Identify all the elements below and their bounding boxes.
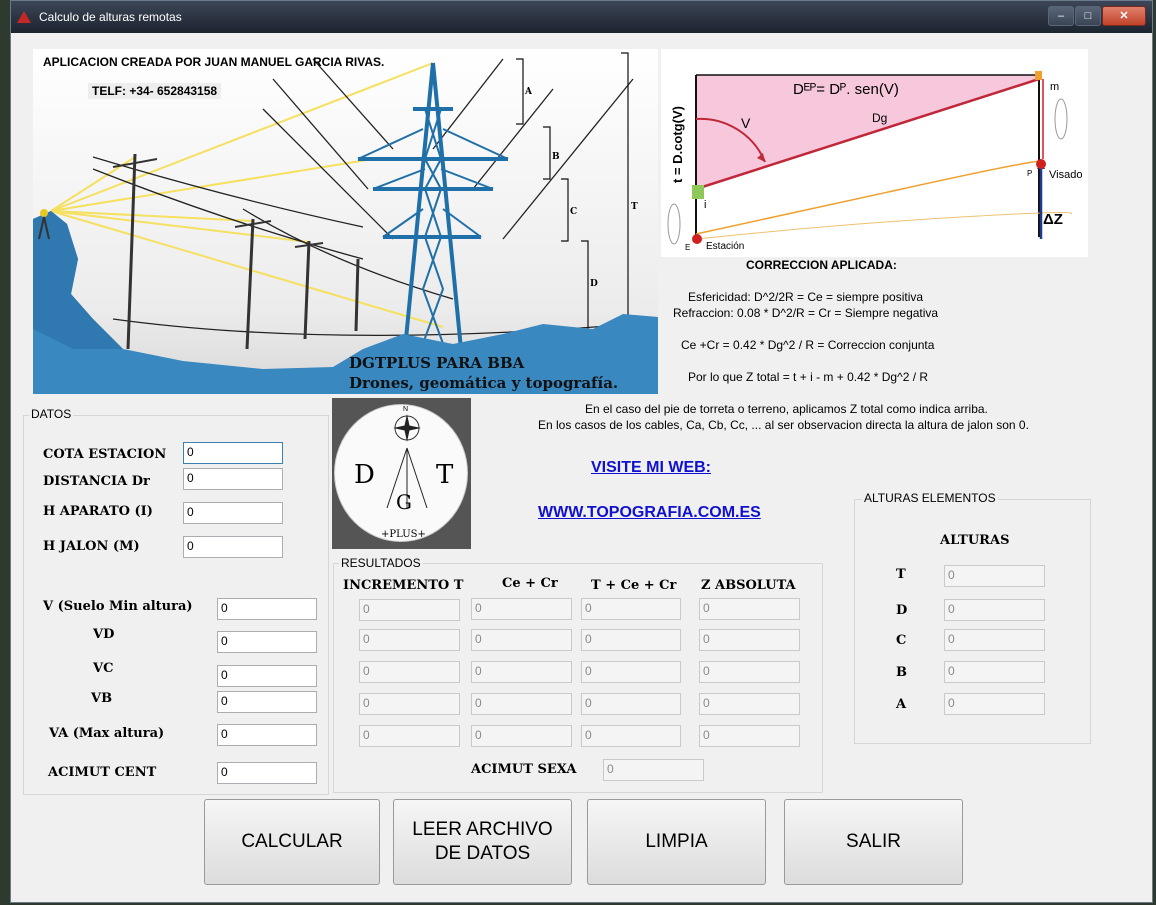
title-bar — [11, 1, 1152, 33]
diagram-dz-label: ΔZ — [1043, 211, 1063, 228]
leer-archivo-label-1: LEER ARCHIVO — [412, 819, 553, 840]
datos-title: DATOS — [31, 407, 72, 421]
correction-line-1: Esfericidad: D^2/2R = Ce = siempre positiva — [688, 290, 924, 304]
altura-c-output[interactable]: 0 — [944, 629, 1045, 651]
logo-letter-t: T — [436, 460, 454, 490]
va-input[interactable]: 0 — [217, 724, 317, 746]
cota-estacion-label: COTA ESTACION — [43, 447, 167, 462]
correction-title: CORRECCION APLICADA: — [746, 258, 897, 272]
header-incremento-t: INCREMENTO T — [343, 578, 464, 593]
h-jalon-input[interactable]: 0 — [183, 536, 283, 558]
altura-b-output[interactable]: 0 — [944, 661, 1045, 683]
result-cell[interactable]: 0 — [699, 598, 800, 620]
result-cell[interactable]: 0 — [471, 693, 572, 715]
correction-note-2: En los casos de los cables, Ca, Cb, Cc, ... al ser observacion directa la altura de jalon son 0. — [538, 418, 1029, 432]
logo-letter-d: D — [354, 460, 375, 490]
v-suelo-label: V (Suelo Min altura) — [43, 599, 193, 614]
result-cell[interactable]: 0 — [471, 725, 572, 747]
vb-input[interactable]: 0 — [217, 691, 317, 713]
company-logo — [332, 398, 471, 549]
diagram-axis-label: t = D.cotg(V) — [669, 106, 685, 183]
alturas-title: ALTURAS ELEMENTOS — [864, 491, 996, 505]
client-area — [11, 33, 1152, 902]
result-cell[interactable]: 0 — [359, 599, 460, 621]
result-cell[interactable]: 0 — [699, 661, 800, 683]
mark-d: D — [590, 279, 598, 289]
logo-north: N — [403, 406, 409, 413]
diagram-e-label: E — [685, 243, 691, 252]
result-cell[interactable]: 0 — [471, 629, 572, 651]
diagram-i-label: i — [704, 199, 707, 211]
v-suelo-input[interactable]: 0 — [217, 598, 317, 620]
brand-title: DGTPLUS PARA BBA — [349, 354, 525, 372]
diagram-station-label: Estación — [706, 241, 745, 252]
app-icon — [17, 11, 31, 23]
calcular-button[interactable] — [204, 799, 380, 885]
altura-b-label: B — [896, 665, 907, 680]
acimut-cent-label: ACIMUT CENT — [48, 765, 157, 780]
result-cell[interactable]: 0 — [699, 629, 800, 651]
minimize-button[interactable]: – — [1048, 6, 1074, 26]
logo-letter-g: G — [396, 490, 412, 514]
app-window — [10, 0, 1153, 903]
mark-t: T — [631, 202, 638, 212]
result-cell[interactable]: 0 — [359, 725, 460, 747]
correction-line-3: Ce +Cr = 0.42 * Dg^2 / R = Correccion conjunta — [681, 338, 935, 352]
correction-note-1: En el caso del pie de torreta o terreno, aplicamos Z total como indica arriba. — [585, 402, 988, 416]
maximize-button[interactable]: □ — [1075, 6, 1101, 26]
diagram-m-label: m — [1050, 81, 1060, 93]
distancia-input[interactable]: 0 — [183, 468, 283, 490]
vb-label: VB — [91, 691, 113, 706]
altura-a-output[interactable]: 0 — [944, 693, 1045, 715]
vd-label: VD — [93, 627, 115, 642]
brand-subtitle: Drones, geomática y topografía. — [349, 374, 619, 392]
altura-t-label: T — [896, 567, 906, 582]
limpia-button[interactable] — [587, 799, 766, 885]
diagram-visado-label: Visado — [1049, 169, 1083, 181]
result-cell[interactable]: 0 — [471, 598, 572, 620]
visit-web-link[interactable]: VISITE MI WEB: — [591, 459, 711, 476]
h-jalon-label: H JALON (M) — [43, 539, 140, 554]
result-cell[interactable]: 0 — [581, 598, 681, 620]
close-button[interactable]: ✕ — [1102, 6, 1146, 26]
salir-label: SALIR — [846, 831, 901, 852]
website-url-link[interactable]: WWW.TOPOGRAFIA.COM.ES — [538, 504, 761, 521]
logo-plus: +PLUS+ — [381, 529, 426, 540]
illustration-graphic — [33, 49, 658, 394]
result-cell[interactable]: 0 — [581, 629, 681, 651]
diagram-distance-label: Dg — [872, 111, 888, 125]
result-cell[interactable]: 0 — [359, 661, 460, 683]
result-cell[interactable]: 0 — [581, 661, 681, 683]
acimut-sexa-output[interactable]: 0 — [603, 759, 704, 781]
distancia-label: DISTANCIA Dr — [43, 474, 150, 489]
vd-input[interactable]: 0 — [217, 631, 317, 653]
result-cell[interactable]: 0 — [359, 629, 460, 651]
result-cell[interactable]: 0 — [581, 725, 681, 747]
result-cell[interactable]: 0 — [359, 693, 460, 715]
salir-button[interactable] — [784, 799, 963, 885]
window-title: Calculo de alturas remotas — [39, 10, 182, 24]
mark-a: A — [525, 87, 532, 97]
resultados-title: RESULTADOS — [341, 556, 421, 570]
mark-c: C — [570, 207, 578, 217]
phone-number: TELF: +34- 652843158 — [88, 83, 221, 99]
result-cell[interactable]: 0 — [471, 661, 572, 683]
acimut-cent-input[interactable]: 0 — [217, 762, 317, 784]
altura-a-label: A — [896, 697, 907, 712]
altura-t-output[interactable]: 0 — [944, 565, 1045, 587]
leer-archivo-button[interactable] — [393, 799, 572, 885]
author-credit: APLICACION CREADA POR JUAN MANUEL GARCIA RIVAS. — [43, 55, 385, 69]
geometry-diagram — [661, 49, 1088, 257]
limpia-label: LIMPIA — [645, 831, 708, 852]
calcular-label: CALCULAR — [241, 831, 343, 852]
acimut-sexa-label: ACIMUT SEXA — [471, 762, 577, 777]
diagram-p-label: P — [1027, 169, 1033, 178]
diagram-angle-label: V — [741, 115, 751, 131]
power-line-illustration — [33, 49, 658, 394]
result-cell[interactable]: 0 — [699, 725, 800, 747]
vc-input[interactable]: 0 — [217, 665, 317, 687]
va-label: VA (Max altura) — [49, 726, 165, 741]
result-cell[interactable]: 0 — [581, 693, 681, 715]
correction-line-4: Por lo que Z total = t + i - m + 0.42 * Dg^2 / R — [688, 370, 929, 384]
correction-line-2: Refraccion: 0.08 * D^2/R = Cr = Siempre negativa — [673, 306, 939, 320]
h-aparato-label: H APARATO (I) — [43, 504, 153, 519]
header-t-ce-cr: T + Ce + Cr — [591, 578, 677, 593]
altura-d-label: D — [896, 603, 908, 618]
altura-c-label: C — [896, 633, 907, 648]
diagram-formula: Dᴱᴾ= Dᴾ. sen(V) — [793, 81, 899, 98]
mark-b: B — [552, 152, 560, 162]
vc-label: VC — [93, 661, 114, 676]
cota-estacion-input[interactable]: 0 — [183, 442, 283, 464]
header-z-absoluta: Z ABSOLUTA — [701, 578, 796, 593]
altura-d-output[interactable]: 0 — [944, 599, 1045, 621]
header-ce-cr: Ce + Cr — [502, 576, 558, 591]
alturas-header: ALTURAS — [940, 533, 1010, 548]
result-cell[interactable]: 0 — [699, 693, 800, 715]
leer-archivo-label-2: DE DATOS — [434, 843, 531, 864]
h-aparato-input[interactable]: 0 — [183, 502, 283, 524]
